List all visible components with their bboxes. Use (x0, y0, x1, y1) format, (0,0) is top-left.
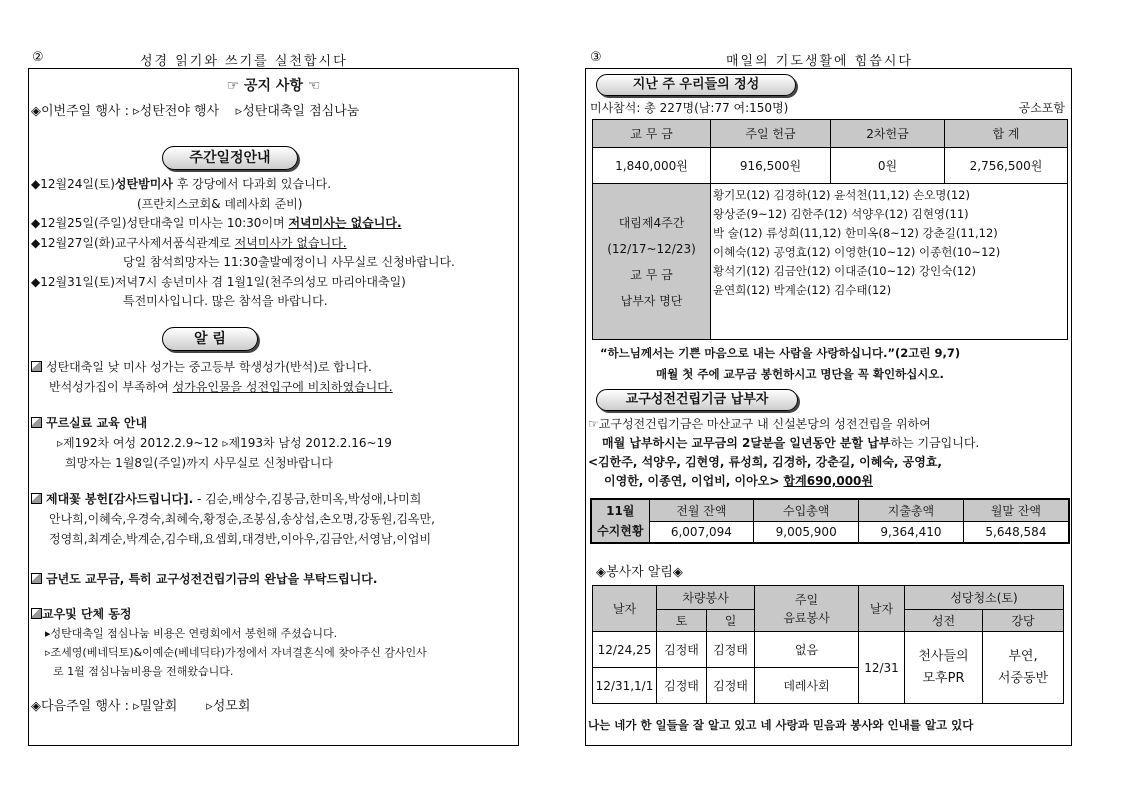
finance-header: 수입총액 (754, 499, 859, 521)
offering-value: 2,756,500원 (945, 148, 1068, 184)
page-header-right: 매일의 기도생활에 힘씁시다 (726, 54, 913, 69)
this-week-item: ▹성탄대축일 점심나눔 (235, 104, 360, 119)
clean-sanctuary: 천사들의 모후PR (905, 632, 983, 704)
vol-header: 성당청소(토) (905, 586, 1064, 610)
vol-header: 차량봉사 (657, 586, 755, 610)
vol-drink: 데레사회 (755, 668, 859, 704)
square-bullet-icon (31, 608, 42, 619)
offering-header: 2차헌금 (831, 120, 945, 148)
attendance-note: 공소포함 (1018, 101, 1065, 115)
right-page (585, 68, 1072, 746)
finance-value: 6,007,094 (649, 521, 754, 543)
this-week-item: ▹성탄전야 행사 (133, 104, 220, 119)
volunteer-title: ◈봉사자 알림◈ (596, 565, 683, 580)
vol-header: 날자 (593, 586, 657, 632)
vol-sun: 김정태 (707, 668, 755, 704)
finance-header: 월말 잔액 (963, 499, 1069, 521)
vol-sat: 김정태 (657, 632, 707, 668)
vol-date: 12/31,1/1 (593, 668, 657, 704)
finance-header: 지출총액 (859, 499, 964, 521)
schedule-line: (프란치스코회& 데레사회 준비) (137, 196, 303, 211)
schedule-line: ◆12월27일(화)교구사제서품식관계로 저녁미사가 없습니다. (31, 235, 347, 250)
offering-reminder: 매월 첫 주에 교무금 봉헌하시고 명단을 꼭 확인하십시오. (656, 367, 944, 381)
finance-value: 9,364,410 (859, 521, 964, 543)
vol-header: 주일 음료봉사 (755, 586, 859, 632)
payment-request: 금년도 교무금, 특히 교구성전건립기금의 완납을 부탁드립니다. (31, 569, 377, 589)
finance-table (590, 498, 1070, 544)
offering-value: 1,840,000원 (593, 148, 711, 184)
vol-sat: 김정태 (657, 668, 707, 704)
left-page (28, 68, 519, 746)
finance-value: 9,005,900 (754, 521, 859, 543)
schedule-line: ◆12월24일(토)성탄밤미사 후 강당에서 다과회 있습니다. (31, 177, 332, 191)
announcement-1: 성탄대축일 낮 미사 성가는 중고등부 학생성가(반석)로 합니다. 반석성가집이 부족하여 성가유인물을 성전입구에 비치하였습니다. (31, 357, 393, 397)
offering-header: 교 무 금 (593, 120, 711, 148)
vol-header: 성전 (905, 610, 983, 632)
page-number-right: ③ (590, 50, 604, 65)
offering-table (592, 119, 1068, 184)
vol-date: 12/24,25 (593, 632, 657, 668)
vol-header: 일 (707, 610, 755, 632)
scripture-quote: “하느님께서는 기쁜 마음으로 내는 사람을 사랑하십니다.”(2고린 9,7) (600, 346, 961, 360)
group-news: 교우및 단체 동정 ▸성탄대축일 점심나눔 비용은 연령회에서 봉헌해 주셨습니다. ▹조세영(베네딕토)&이예순(베네딕타)가정에서 자녀결혼식에 찾아주신 감사인사 로 1월 점심나눔비용을 전해왔습니다. (31, 605, 427, 681)
next-week-events: ◈다음주일 행사 : ▹밀알회 ▹성모회 (31, 699, 251, 714)
cursillo-notice: 꾸르실료 교육 안내 ▹제192차 여성 2012.2.9~12 ▹제193차 남성 2012.2.16~19 희망자는 1월8일(주일)까지 사무실로 신청바랍니다 (31, 413, 392, 473)
vol-header: 토 (657, 610, 707, 632)
finance-value: 5,648,584 (963, 521, 1069, 543)
clean-hall: 부연, 서중동반 (983, 632, 1064, 704)
square-bullet-icon (31, 493, 42, 504)
attendance: 미사참석: 총 227명(남:77 여:150명) (590, 101, 789, 115)
vol-header: 날자 (859, 586, 905, 632)
square-bullet-icon (31, 573, 42, 584)
altar-flower-notice: 제대꽃 봉헌[감사드립니다]. - 김순,배상수,김봉금,한미옥,박성애,나미희 안나희,이혜숙,우경숙,최혜숙,황정순,조봉심,송상섭,손오명,강동원,김옥만, 정영희,최계순,박계순,김수태,요셉회,대경반,이아우,김금안,서영남,이업비 (31, 489, 435, 549)
vol-drink: 없음 (755, 632, 859, 668)
page-header-left: 성경 읽기와 쓰기를 실천합시다 (140, 54, 348, 69)
offering-header: 합 계 (945, 120, 1068, 148)
fund-description: ☞교구성전건립기금은 마산교구 내 신설본당의 성전건립을 위하여 매월 납부하시는 교무금의 2달분을 일년동안 분할 납부하는 기금입니다. <김한주, 석양우, 김현영, 류성희, 김경하, 강춘길, 이혜숙, 공영효, 이영한, 이종연, 이업비, 이아오> 합계690,000원 (588, 417, 980, 488)
page-number-left: ② (32, 50, 46, 65)
offering-header: 주일 헌금 (711, 120, 831, 148)
fund-title: 교구성전건립기금 납부자 (596, 389, 798, 411)
notice-title: ☞ 공지 사항 ☜ (226, 78, 321, 94)
this-week-events (31, 100, 359, 119)
weekly-schedule-title: 주간일정안내 (162, 146, 298, 170)
payers-list: 황기모(12) 김경하(12) 윤석천(11,12) 손오명(12) 왕상준(9~12) 김한주(12) 석양우(12) 김현영(11) 박 술(12) 류성희(11,12) 한미옥(8~12) 강춘길(11,12) 이혜숙(12) 공영효(12) 이영한(10~12) 이종헌(10~12) 황석기(12) 김금안(12) 이대준(10~12) 강인숙(12) 윤연희(12) 박계순(12) 김수태(12) (711, 184, 1068, 340)
vol-header: 강당 (983, 610, 1064, 632)
last-week-title: 지난 주 우리들의 정성 (596, 74, 796, 96)
weekly-schedule-list (31, 175, 455, 312)
finance-label: 11월 수지현황 (591, 499, 649, 543)
offering-value: 916,500원 (711, 148, 831, 184)
footer-verse: 나는 네가 한 일들을 잘 알고 있고 네 사랑과 믿음과 봉사와 인내를 알고 있다 (588, 718, 974, 732)
square-bullet-icon (31, 361, 42, 372)
this-week-label: ◈이번주일 행사 : (31, 104, 134, 119)
payers-label: 대림제4주간 (12/17~12/23) 교 무 금 납부자 명단 (593, 184, 711, 340)
finance-header: 전월 잔액 (649, 499, 754, 521)
vol-sun: 김정태 (707, 632, 755, 668)
payers-table (592, 183, 1068, 340)
schedule-line: 당일 참석희망자는 11:30출발예정이니 사무실로 신청바랍니다. (123, 255, 455, 269)
clean-date: 12/31 (859, 632, 905, 704)
square-bullet-icon (31, 417, 42, 428)
volunteer-table (592, 585, 1064, 704)
offering-value: 0원 (831, 148, 945, 184)
announcement-title: 알 림 (162, 327, 258, 351)
schedule-line: 특전미사입니다. 많은 참석을 바랍니다. (123, 294, 328, 308)
schedule-line: ◆12월31일(토)저녁7시 송년미사 겸 1월1일(천주의성모 마리아대축일) (31, 274, 406, 289)
schedule-line: ◆12월25일(주일)성탄대축일 미사는 10:30이며 저녁미사는 없습니다. (31, 216, 402, 230)
